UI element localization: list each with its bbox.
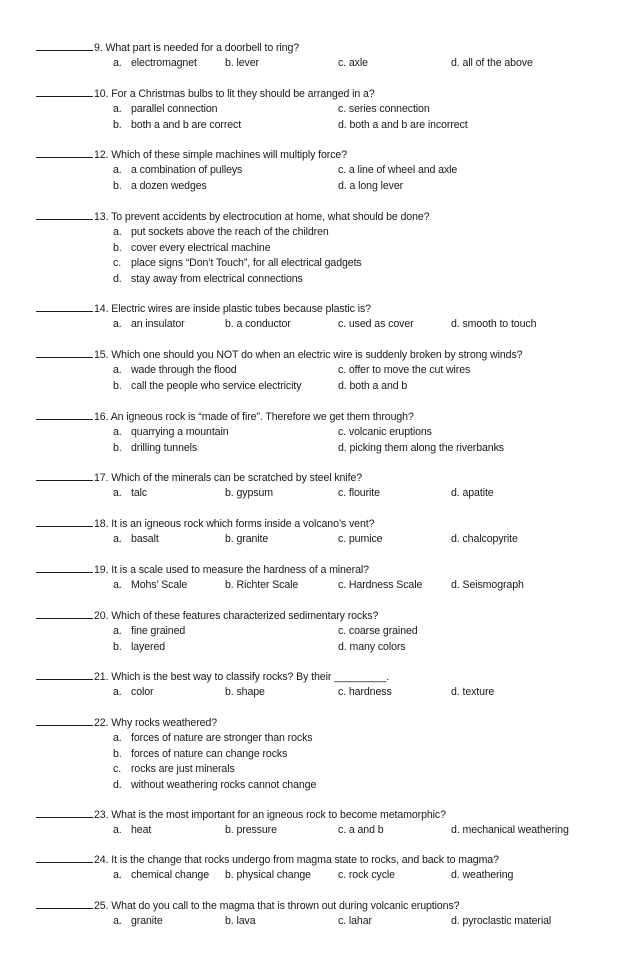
answer-option [225, 868, 311, 883]
options-row [36, 823, 632, 838]
option-text: rocks are just minerals [131, 763, 235, 776]
options-row [36, 363, 632, 378]
answer-blank[interactable] [36, 87, 93, 97]
answer-option [338, 578, 422, 593]
option-letter: a. [113, 226, 122, 239]
answer-option [338, 425, 432, 440]
option-letter: a. [113, 579, 122, 592]
question-text: Which of these features characterized sedimentary rocks? [111, 610, 379, 622]
option-text: b. gypsum [225, 487, 273, 500]
answer-option [113, 256, 362, 271]
question-text: It is the change that rocks undergo from magma state to rocks, and back to magma? [111, 854, 499, 866]
question-number: 10. [94, 88, 109, 100]
option-text: cover every electrical machine [131, 241, 271, 254]
option-letter: b. [113, 441, 122, 454]
answer-option [338, 379, 407, 394]
option-text: c. pumice [338, 533, 383, 546]
option-text: Mohs’ Scale [131, 579, 188, 592]
answer-option [225, 685, 265, 700]
option-letter: b. [113, 118, 122, 131]
answer-option [113, 747, 287, 762]
option-text: c. flourite [338, 487, 380, 500]
question-item [36, 41, 632, 72]
option-letter: b. [113, 379, 122, 392]
option-letter: a. [113, 686, 122, 699]
option-letter: a. [113, 426, 122, 439]
answer-option [113, 317, 185, 332]
option-text: c. a and b [338, 824, 384, 837]
options-row [36, 868, 632, 883]
question-line [36, 41, 632, 56]
answer-option [338, 179, 403, 194]
answer-option [338, 532, 382, 547]
option-text: b. shape [225, 686, 265, 699]
answer-option [451, 532, 518, 547]
question-line [36, 348, 632, 363]
question-number: 21. [94, 671, 109, 683]
answer-option [225, 532, 268, 547]
question-item [36, 716, 632, 793]
answer-option [113, 225, 329, 240]
option-letter: a. [113, 625, 122, 638]
option-text: b. physical change [225, 869, 311, 882]
question-number: 25. [94, 900, 109, 912]
answer-option [113, 624, 185, 639]
answer-option [338, 118, 468, 133]
options-row [36, 640, 632, 655]
question-text: What part is needed for a doorbell to ring? [105, 42, 300, 54]
option-letter: b. [113, 747, 122, 760]
answer-blank[interactable] [36, 302, 93, 312]
question-line [36, 210, 632, 225]
question-text: Electric wires are inside plastic tubes because plastic is? [111, 303, 371, 315]
option-text: forces of nature are stronger than rocks [131, 732, 313, 745]
option-text: b. a conductor [225, 318, 291, 331]
option-text: drilling tunnels [131, 441, 198, 454]
answer-option [113, 179, 207, 194]
option-letter: b. [113, 179, 122, 192]
answer-option [113, 441, 197, 456]
option-text: c. a line of wheel and axle [338, 164, 458, 177]
option-text: d. both a and b [338, 379, 408, 392]
question-item [36, 410, 632, 456]
question-number: 18. [94, 518, 109, 530]
option-text: c. series connection [338, 103, 430, 116]
options-row [36, 163, 632, 178]
options-row [36, 379, 632, 394]
question-text: An igneous rock is “made of fire”. Therefore we get them through? [110, 411, 414, 423]
answer-blank[interactable] [36, 563, 93, 573]
option-text: an insulator [131, 318, 185, 331]
option-text: c. axle [338, 57, 368, 70]
answer-blank[interactable] [36, 210, 93, 220]
option-text: c. Hardness Scale [338, 579, 423, 592]
question-item [36, 348, 632, 394]
question-item [36, 210, 632, 287]
option-text: electromagnet [131, 57, 197, 70]
option-text: b. granite [225, 533, 269, 546]
answer-option [113, 56, 197, 71]
answer-blank[interactable] [36, 899, 93, 909]
options-row [36, 532, 632, 547]
answer-option [113, 163, 242, 178]
answer-option [113, 241, 270, 256]
answer-blank[interactable] [36, 410, 93, 420]
options-row [36, 747, 632, 762]
option-text: d. weathering [451, 869, 514, 882]
options-row [36, 118, 632, 133]
question-item [36, 87, 632, 133]
option-text: forces of nature can change rocks [131, 747, 288, 760]
question-number: 15. [94, 349, 109, 361]
question-line [36, 609, 632, 624]
option-letter: d. [113, 778, 122, 791]
option-text: d. both a and b are incorrect [338, 118, 468, 131]
option-text: d. pyroclastic material [451, 915, 552, 928]
question-number: 24. [94, 854, 109, 866]
options-row [36, 441, 632, 456]
answer-option [338, 868, 395, 883]
option-text: d. texture [451, 686, 495, 699]
options-row [36, 762, 632, 777]
question-text: Which one should you NOT do when an electric wire is suddenly broken by strong winds? [111, 349, 523, 361]
question-text: Which is the best way to classify rocks? By their _________. [111, 671, 390, 683]
options-row [36, 256, 632, 271]
answer-blank[interactable] [36, 471, 93, 481]
option-text: d. smooth to touch [451, 318, 537, 331]
option-text: d. Seismograph [451, 579, 524, 592]
option-letter: a. [113, 164, 122, 177]
option-letter: a. [113, 533, 122, 546]
option-letter: a. [113, 915, 122, 928]
question-item [36, 899, 632, 930]
answer-blank[interactable] [36, 716, 93, 726]
question-text: What do you call to the magma that is thrown out during volcanic eruptions? [111, 900, 460, 912]
options-row [36, 225, 632, 240]
answer-blank[interactable] [36, 41, 93, 51]
question-number: 16. [94, 411, 109, 423]
option-text: a dozen wedges [131, 179, 207, 192]
answer-option [338, 685, 392, 700]
answer-option [113, 778, 316, 793]
question-text: For a Christmas bulbs to lit they should be arranged in a? [111, 88, 375, 100]
question-line [36, 808, 632, 823]
question-text: What is the most important for an igneous rock to become metamorphic? [111, 809, 446, 821]
question-line [36, 410, 632, 425]
options-row [36, 685, 632, 700]
option-text: d. a long lever [338, 179, 404, 192]
answer-option [451, 914, 551, 929]
answer-option [451, 823, 569, 838]
options-row [36, 272, 632, 287]
question-number: 9. [94, 42, 103, 54]
answer-option [338, 317, 414, 332]
answer-option [451, 685, 494, 700]
answer-blank[interactable] [36, 853, 93, 863]
question-line [36, 471, 632, 486]
option-text: c. rock cycle [338, 869, 395, 882]
answer-option [338, 163, 457, 178]
answer-option [338, 624, 418, 639]
option-text: c. hardness [338, 686, 392, 699]
answer-option [338, 363, 470, 378]
option-text: fine grained [131, 625, 186, 638]
question-text: Which of the minerals can be scratched by steel knife? [111, 472, 363, 484]
question-line [36, 670, 632, 685]
answer-option [113, 272, 303, 287]
answer-option [113, 914, 163, 929]
question-line [36, 899, 632, 914]
answer-blank[interactable] [36, 148, 93, 158]
question-item [36, 148, 632, 194]
options-row [36, 731, 632, 746]
option-text: d. apatite [451, 487, 494, 500]
options-row [36, 914, 632, 929]
answer-blank[interactable] [36, 348, 93, 358]
question-line [36, 716, 632, 731]
option-letter: b. [113, 640, 122, 653]
option-text: put sockets above the reach of the children [131, 226, 329, 239]
answer-option [338, 914, 372, 929]
options-row [36, 241, 632, 256]
answer-option [451, 486, 494, 501]
answer-option [338, 823, 384, 838]
option-letter: c. [113, 257, 122, 270]
answer-option [451, 317, 536, 332]
answer-blank[interactable] [36, 609, 93, 619]
option-text: b. Richter Scale [225, 579, 299, 592]
question-item [36, 670, 632, 701]
question-line [36, 517, 632, 532]
answer-option [113, 823, 151, 838]
options-row [36, 425, 632, 440]
option-text: layered [131, 640, 166, 653]
question-item [36, 853, 632, 884]
option-text: talc [131, 487, 148, 500]
answer-option [338, 102, 430, 117]
option-text: d. all of the above [451, 57, 533, 70]
answer-option [113, 868, 209, 883]
question-item [36, 471, 632, 502]
option-text: quarrying a mountain [131, 426, 229, 439]
question-number: 14. [94, 303, 109, 315]
option-text: parallel connection [131, 103, 218, 116]
option-text: heat [131, 824, 152, 837]
answer-option [225, 486, 273, 501]
option-letter: a. [113, 824, 122, 837]
option-text: d. many colors [338, 640, 406, 653]
option-text: b. lava [225, 915, 256, 928]
answer-option [113, 425, 229, 440]
option-text: a combination of pulleys [131, 164, 243, 177]
options-row [36, 56, 632, 71]
answer-option [338, 640, 406, 655]
option-letter: a. [113, 57, 122, 70]
option-letter: a. [113, 103, 122, 116]
answer-blank[interactable] [36, 670, 93, 680]
question-text: Which of these simple machines will multiply force? [111, 149, 347, 161]
answer-option [113, 363, 237, 378]
option-text: c. offer to move the cut wires [338, 364, 471, 377]
option-text: b. lever [225, 57, 259, 70]
option-text: color [131, 686, 154, 699]
question-number: 19. [94, 564, 109, 576]
option-text: c. lahar [338, 915, 372, 928]
option-letter: a. [113, 318, 122, 331]
question-line [36, 563, 632, 578]
question-number: 22. [94, 717, 109, 729]
answer-option [225, 914, 256, 929]
question-item [36, 302, 632, 333]
answer-option [451, 578, 524, 593]
question-item [36, 808, 632, 839]
question-number: 12. [94, 149, 109, 161]
question-line [36, 302, 632, 317]
option-text: chemical change [131, 869, 209, 882]
option-letter: a. [113, 869, 122, 882]
answer-option [225, 56, 259, 71]
options-row [36, 179, 632, 194]
option-text: d. mechanical weathering [451, 824, 569, 837]
question-number: 23. [94, 809, 109, 821]
option-text: stay away from electrical connections [131, 272, 303, 285]
option-text: c. volcanic eruptions [338, 426, 432, 439]
options-row [36, 486, 632, 501]
option-letter: a. [113, 732, 122, 745]
answer-option [451, 56, 533, 71]
option-letter: a. [113, 487, 122, 500]
answer-option [225, 578, 298, 593]
question-item [36, 517, 632, 548]
answer-option [113, 731, 312, 746]
question-number: 17. [94, 472, 109, 484]
option-text: basalt [131, 533, 159, 546]
answer-blank[interactable] [36, 808, 93, 818]
question-item [36, 563, 632, 594]
option-text: without weathering rocks cannot change [131, 778, 317, 791]
question-line [36, 148, 632, 163]
answer-option [113, 578, 187, 593]
answer-option [113, 118, 241, 133]
options-row [36, 778, 632, 793]
question-text: Why rocks weathered? [111, 717, 218, 729]
answer-blank[interactable] [36, 517, 93, 527]
answer-option [338, 441, 504, 456]
answer-option [338, 56, 368, 71]
option-text: call the people who service electricity [131, 379, 302, 392]
option-letter: b. [113, 241, 122, 254]
answer-option [225, 823, 277, 838]
question-number: 20. [94, 610, 109, 622]
answer-option [113, 532, 159, 547]
answer-option [113, 486, 147, 501]
option-text: c. coarse grained [338, 625, 418, 638]
option-text: d. chalcopyrite [451, 533, 518, 546]
answer-option [113, 102, 217, 117]
answer-option [113, 640, 165, 655]
answer-option [113, 685, 153, 700]
option-text: wade through the flood [131, 364, 237, 377]
question-text: It is an igneous rock which forms inside a volcano’s vent? [111, 518, 375, 530]
option-text: c. used as cover [338, 318, 414, 331]
answer-option [113, 379, 301, 394]
answer-option [113, 762, 235, 777]
answer-option [338, 486, 380, 501]
question-line [36, 853, 632, 868]
option-letter: c. [113, 763, 122, 776]
option-text: granite [131, 915, 163, 928]
options-row [36, 102, 632, 117]
option-letter: a. [113, 364, 122, 377]
option-letter: d. [113, 272, 122, 285]
options-row [36, 624, 632, 639]
options-row [36, 578, 632, 593]
question-text: It is a scale used to measure the hardness of a mineral? [111, 564, 369, 576]
question-number: 13. [94, 211, 109, 223]
question-line [36, 87, 632, 102]
option-text: both a and b are correct [131, 118, 242, 131]
question-text: To prevent accidents by electrocution at home, what should be done? [111, 211, 430, 223]
answer-option [451, 868, 513, 883]
options-row [36, 317, 632, 332]
question-item [36, 609, 632, 655]
option-text: d. picking them along the riverbanks [338, 441, 504, 454]
answer-option [225, 317, 291, 332]
option-text: place signs “Don’t Touch”, for all electrical gadgets [131, 257, 362, 270]
option-text: b. pressure [225, 824, 277, 837]
